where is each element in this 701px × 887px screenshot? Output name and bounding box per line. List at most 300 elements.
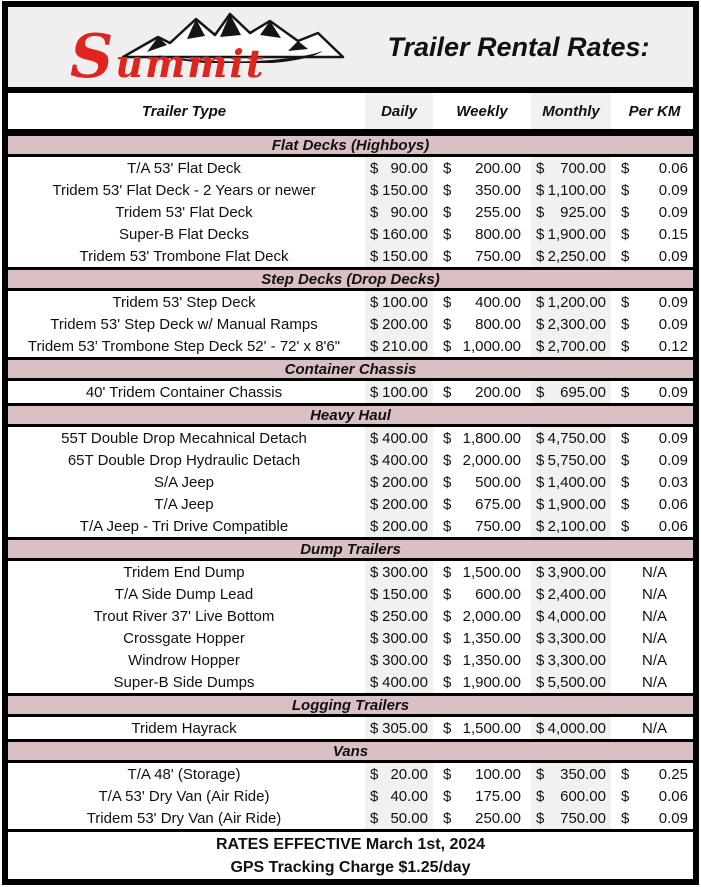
currency-symbol: $ [621, 383, 630, 401]
currency-symbol: $ [443, 809, 452, 827]
amount: 2,400.00 [547, 585, 606, 603]
table-row [8, 179, 693, 201]
currency-symbol: $ [443, 429, 452, 447]
currency-symbol: $ [443, 247, 452, 265]
daily-rate-cell [360, 561, 438, 583]
currency-symbol: $ [536, 159, 545, 177]
monthly-rate-cell [526, 179, 616, 201]
footer-effective-date: RATES EFFECTIVE March 1st, 2024 [215, 835, 486, 853]
table-row [8, 223, 693, 245]
amount: 1,350.00 [462, 651, 521, 669]
column-header-trailer-type: Trailer Type [141, 102, 227, 120]
amount: 0.09 [658, 315, 688, 333]
trailer-type-cell: Crossgate Hopper [123, 629, 245, 647]
currency-symbol: $ [443, 225, 452, 243]
currency-symbol: $ [443, 673, 452, 691]
amount: 175.00 [475, 787, 521, 805]
currency-symbol: $ [370, 563, 379, 581]
amount: 3,300.00 [547, 629, 606, 647]
currency-symbol: $ [370, 673, 379, 691]
table-row [8, 583, 693, 605]
footer-gps-charge: GPS Tracking Charge $1.25/day [230, 858, 471, 876]
amount: 750.00 [475, 247, 521, 265]
currency-symbol: $ [621, 247, 630, 265]
table-row [8, 381, 693, 403]
section-header-3: Container Chassis [8, 357, 693, 381]
daily-rate-cell [360, 493, 438, 515]
weekly-rate-cell [438, 763, 526, 785]
amount: 1,500.00 [462, 563, 521, 581]
daily-rate-cell [360, 583, 438, 605]
currency-symbol: $ [621, 809, 630, 827]
amount: 200.00 [475, 159, 521, 177]
amount: 0.09 [658, 293, 688, 311]
monthly-rate-cell [526, 245, 616, 267]
currency-symbol: $ [621, 203, 630, 221]
currency-symbol: $ [443, 607, 452, 625]
amount: 100.00 [475, 765, 521, 783]
column-header-row [8, 93, 693, 133]
amount: 2,100.00 [547, 517, 606, 535]
monthly-rate-cell [526, 583, 616, 605]
amount: 300.00 [382, 563, 428, 581]
currency-symbol: $ [370, 495, 379, 513]
amount: 925.00 [560, 203, 606, 221]
daily-rate-cell [360, 449, 438, 471]
per-km-rate-cell [616, 493, 693, 515]
table-row [8, 291, 693, 313]
per-km-rate-cell [616, 427, 693, 449]
amount: 300.00 [382, 651, 428, 669]
weekly-rate-cell [438, 313, 526, 335]
currency-symbol: $ [536, 315, 545, 333]
table-row [8, 335, 693, 357]
currency-symbol: $ [443, 563, 452, 581]
currency-symbol: $ [370, 181, 379, 199]
amount: 0.06 [658, 517, 688, 535]
monthly-rate-cell [526, 649, 616, 671]
trailer-type-cell: Tridem End Dump [123, 563, 245, 581]
daily-rate-cell [360, 471, 438, 493]
per-km-rate-cell [616, 471, 693, 493]
daily-rate-cell [360, 245, 438, 267]
per-km-rate-cell [616, 605, 693, 627]
trailer-type-cell: T/A 48' (Storage) [127, 765, 241, 783]
currency-symbol: $ [621, 225, 630, 243]
amount: 4,750.00 [547, 429, 606, 447]
daily-rate-cell [360, 157, 438, 179]
currency-symbol: $ [443, 629, 452, 647]
amount: 40.00 [390, 787, 428, 805]
currency-symbol: $ [621, 159, 630, 177]
monthly-rate-cell [526, 157, 616, 179]
currency-symbol: $ [536, 787, 545, 805]
currency-symbol: $ [536, 607, 545, 625]
currency-symbol: $ [370, 203, 379, 221]
currency-symbol: $ [370, 451, 379, 469]
amount: 50.00 [390, 809, 428, 827]
monthly-rate-cell [526, 427, 616, 449]
per-km-rate-cell [616, 179, 693, 201]
currency-symbol: $ [536, 673, 545, 691]
amount: 750.00 [475, 517, 521, 535]
na-label: N/A [641, 585, 667, 603]
amount: 1,400.00 [547, 473, 606, 491]
currency-symbol: $ [443, 181, 452, 199]
per-km-rate-cell [616, 335, 693, 357]
currency-symbol: $ [536, 203, 545, 221]
amount: 200.00 [382, 315, 428, 333]
table-row [8, 157, 693, 179]
amount: 800.00 [475, 315, 521, 333]
amount: 160.00 [382, 225, 428, 243]
currency-symbol: $ [370, 651, 379, 669]
currency-symbol: $ [621, 765, 630, 783]
daily-rate-cell [360, 381, 438, 403]
page-title: Trailer Rental Rates: [387, 31, 650, 62]
amount: 5,750.00 [547, 451, 606, 469]
currency-symbol: $ [443, 203, 452, 221]
amount: 2,000.00 [462, 607, 521, 625]
table-row [8, 807, 693, 829]
amount: 200.00 [382, 495, 428, 513]
per-km-rate-cell [616, 717, 693, 739]
amount: 200.00 [475, 383, 521, 401]
amount: 150.00 [382, 247, 428, 265]
amount: 1,900.00 [547, 495, 606, 513]
currency-symbol: $ [370, 607, 379, 625]
monthly-rate-cell [526, 807, 616, 829]
currency-symbol: $ [536, 651, 545, 669]
daily-rate-cell [360, 785, 438, 807]
currency-symbol: $ [621, 787, 630, 805]
table-row [8, 515, 693, 537]
amount: 1,900.00 [547, 225, 606, 243]
per-km-rate-cell [616, 785, 693, 807]
currency-symbol: $ [370, 787, 379, 805]
currency-symbol: $ [370, 629, 379, 647]
currency-symbol: $ [443, 383, 452, 401]
weekly-rate-cell [438, 605, 526, 627]
amount: 0.12 [658, 337, 688, 355]
amount: 255.00 [475, 203, 521, 221]
per-km-rate-cell [616, 627, 693, 649]
per-km-rate-cell [616, 381, 693, 403]
currency-symbol: $ [536, 337, 545, 355]
amount: 4,000.00 [547, 719, 606, 737]
header-band [8, 7, 693, 93]
daily-rate-cell [360, 223, 438, 245]
trailer-type-cell: Super-B Flat Decks [118, 225, 250, 243]
weekly-rate-cell [438, 583, 526, 605]
footer [8, 829, 693, 879]
currency-symbol: $ [443, 719, 452, 737]
table-row [8, 627, 693, 649]
table-row [8, 313, 693, 335]
monthly-rate-cell [526, 515, 616, 537]
currency-symbol: $ [443, 451, 452, 469]
amount: 0.09 [658, 383, 688, 401]
amount: 350.00 [560, 765, 606, 783]
trailer-type-cell: Tridem 53' Dry Van (Air Ride) [86, 809, 282, 827]
per-km-rate-cell [616, 291, 693, 313]
amount: 700.00 [560, 159, 606, 177]
amount: 0.09 [658, 451, 688, 469]
table-row [8, 471, 693, 493]
amount: 200.00 [382, 517, 428, 535]
monthly-rate-cell [526, 493, 616, 515]
trailer-type-cell: T/A Jeep [154, 495, 214, 513]
amount: 2,250.00 [547, 247, 606, 265]
per-km-rate-cell [616, 245, 693, 267]
monthly-rate-cell [526, 223, 616, 245]
amount: 90.00 [390, 159, 428, 177]
monthly-rate-cell [526, 627, 616, 649]
weekly-rate-cell [438, 245, 526, 267]
amount: 1,800.00 [462, 429, 521, 447]
per-km-rate-cell [616, 313, 693, 335]
table-row [8, 785, 693, 807]
per-km-rate-cell [616, 201, 693, 223]
per-km-rate-cell [616, 515, 693, 537]
trailer-type-cell: S/A Jeep [153, 473, 215, 491]
amount: 500.00 [475, 473, 521, 491]
amount: 400.00 [382, 429, 428, 447]
amount: 305.00 [382, 719, 428, 737]
table-row [8, 763, 693, 785]
table-row [8, 605, 693, 627]
per-km-rate-cell [616, 223, 693, 245]
weekly-rate-cell [438, 627, 526, 649]
monthly-rate-cell [526, 785, 616, 807]
currency-symbol: $ [443, 159, 452, 177]
per-km-rate-cell [616, 671, 693, 693]
currency-symbol: $ [621, 315, 630, 333]
section-header-2: Step Decks (Drop Decks) [8, 267, 693, 291]
daily-rate-cell [360, 427, 438, 449]
trailer-type-cell: Tridem 53' Flat Deck - 2 Years or newer [52, 181, 316, 199]
per-km-rate-cell [616, 561, 693, 583]
currency-symbol: $ [621, 451, 630, 469]
amount: 2,000.00 [462, 451, 521, 469]
trailer-type-cell: Tridem 53' Trombone Step Deck 52' - 72' x 8'6" [27, 337, 341, 355]
weekly-rate-cell [438, 223, 526, 245]
amount: 250.00 [382, 607, 428, 625]
na-label: N/A [641, 719, 667, 737]
amount: 210.00 [382, 337, 428, 355]
trailer-type-cell: Tridem Hayrack [131, 719, 237, 737]
currency-symbol: $ [536, 765, 545, 783]
currency-symbol: $ [443, 495, 452, 513]
amount: 0.06 [658, 495, 688, 513]
section-header-6: Logging Trailers [8, 693, 693, 717]
currency-symbol: $ [370, 517, 379, 535]
amount: 600.00 [475, 585, 521, 603]
currency-symbol: $ [536, 473, 545, 491]
daily-rate-cell [360, 649, 438, 671]
currency-symbol: $ [536, 585, 545, 603]
currency-symbol: $ [443, 651, 452, 669]
currency-symbol: $ [443, 765, 452, 783]
weekly-rate-cell [438, 201, 526, 223]
trailer-type-cell: Windrow Hopper [128, 651, 240, 669]
currency-symbol: $ [621, 181, 630, 199]
currency-symbol: $ [536, 429, 545, 447]
weekly-rate-cell [438, 179, 526, 201]
trailer-type-cell: Tridem 53' Flat Deck [115, 203, 253, 221]
currency-symbol: $ [370, 383, 379, 401]
monthly-rate-cell [526, 381, 616, 403]
amount: 250.00 [475, 809, 521, 827]
column-header-daily: Daily [360, 93, 438, 129]
currency-symbol: $ [621, 429, 630, 447]
currency-symbol: $ [370, 159, 379, 177]
daily-rate-cell [360, 671, 438, 693]
na-label: N/A [641, 563, 667, 581]
currency-symbol: $ [370, 585, 379, 603]
rates-table [8, 133, 693, 829]
daily-rate-cell [360, 335, 438, 357]
weekly-rate-cell [438, 671, 526, 693]
section-header-5: Dump Trailers [8, 537, 693, 561]
per-km-rate-cell [616, 449, 693, 471]
weekly-rate-cell [438, 807, 526, 829]
monthly-rate-cell [526, 449, 616, 471]
daily-rate-cell [360, 763, 438, 785]
trailer-type-cell: 55T Double Drop Mecahnical Detach [61, 429, 307, 447]
amount: 0.09 [658, 247, 688, 265]
trailer-type-cell: T/A 53' Dry Van (Air Ride) [98, 787, 270, 805]
daily-rate-cell [360, 627, 438, 649]
daily-rate-cell [360, 313, 438, 335]
trailer-type-cell: Super-B Side Dumps [113, 673, 255, 691]
amount: 0.06 [658, 159, 688, 177]
trailer-type-cell: T/A 53' Flat Deck [127, 159, 241, 177]
table-row [8, 493, 693, 515]
currency-symbol: $ [621, 517, 630, 535]
amount: 2,700.00 [547, 337, 606, 355]
currency-symbol: $ [443, 337, 452, 355]
currency-symbol: $ [536, 247, 545, 265]
daily-rate-cell [360, 291, 438, 313]
na-label: N/A [641, 673, 667, 691]
amount: 0.09 [658, 203, 688, 221]
amount: 600.00 [560, 787, 606, 805]
currency-symbol: $ [370, 337, 379, 355]
amount: 1,100.00 [547, 181, 606, 199]
weekly-rate-cell [438, 291, 526, 313]
section-header-1: Flat Decks (Highboys) [8, 133, 693, 157]
amount: 0.03 [658, 473, 688, 491]
na-label: N/A [641, 651, 667, 669]
amount: 300.00 [382, 629, 428, 647]
weekly-rate-cell [438, 157, 526, 179]
currency-symbol: $ [621, 293, 630, 311]
na-label: N/A [641, 629, 667, 647]
currency-symbol: $ [621, 495, 630, 513]
monthly-rate-cell [526, 201, 616, 223]
currency-symbol: $ [536, 563, 545, 581]
monthly-rate-cell [526, 335, 616, 357]
column-header-per-km: Per KM [628, 102, 681, 120]
weekly-rate-cell [438, 381, 526, 403]
amount: 0.25 [658, 765, 688, 783]
currency-symbol: $ [536, 383, 545, 401]
per-km-rate-cell [616, 157, 693, 179]
monthly-rate-cell [526, 717, 616, 739]
table-row [8, 649, 693, 671]
trailer-type-cell: Trout River 37' Live Bottom [93, 607, 275, 625]
amount: 675.00 [475, 495, 521, 513]
section-header-4: Heavy Haul [8, 403, 693, 427]
per-km-rate-cell [616, 763, 693, 785]
trailer-type-cell: Tridem 53' Step Deck w/ Manual Ramps [50, 315, 318, 333]
currency-symbol: $ [536, 181, 545, 199]
amount: 0.09 [658, 809, 688, 827]
amount: 0.15 [658, 225, 688, 243]
rates-sheet [2, 1, 699, 885]
amount: 400.00 [475, 293, 521, 311]
amount: 400.00 [382, 451, 428, 469]
per-km-rate-cell [616, 583, 693, 605]
amount: 2,300.00 [547, 315, 606, 333]
amount: 20.00 [390, 765, 428, 783]
amount: 5,500.00 [547, 673, 606, 691]
trailer-type-cell: 40' Tridem Container Chassis [85, 383, 283, 401]
amount: 1,500.00 [462, 719, 521, 737]
amount: 400.00 [382, 673, 428, 691]
currency-symbol: $ [370, 719, 379, 737]
amount: 350.00 [475, 181, 521, 199]
amount: 695.00 [560, 383, 606, 401]
currency-symbol: $ [536, 293, 545, 311]
table-row [8, 427, 693, 449]
currency-symbol: $ [443, 293, 452, 311]
currency-symbol: $ [370, 429, 379, 447]
trailer-type-cell: T/A Side Dump Lead [114, 585, 254, 603]
per-km-rate-cell [616, 649, 693, 671]
currency-symbol: $ [443, 787, 452, 805]
currency-symbol: $ [443, 473, 452, 491]
currency-symbol: $ [536, 629, 545, 647]
table-row [8, 201, 693, 223]
table-row [8, 671, 693, 693]
currency-symbol: $ [536, 225, 545, 243]
weekly-rate-cell [438, 427, 526, 449]
monthly-rate-cell [526, 763, 616, 785]
brand-wordmark: Summit [70, 22, 266, 92]
amount: 1,350.00 [462, 629, 521, 647]
trailer-type-cell: T/A Jeep - Tri Drive Compatible [79, 517, 289, 535]
currency-symbol: $ [370, 473, 379, 491]
amount: 90.00 [390, 203, 428, 221]
monthly-rate-cell [526, 471, 616, 493]
monthly-rate-cell [526, 291, 616, 313]
weekly-rate-cell [438, 493, 526, 515]
currency-symbol: $ [370, 247, 379, 265]
summit-logo [58, 8, 358, 92]
table-row [8, 717, 693, 739]
currency-symbol: $ [443, 315, 452, 333]
weekly-rate-cell [438, 649, 526, 671]
amount: 750.00 [560, 809, 606, 827]
column-header-weekly: Weekly [456, 102, 508, 120]
amount: 150.00 [382, 585, 428, 603]
table-row [8, 561, 693, 583]
weekly-rate-cell [438, 717, 526, 739]
currency-symbol: $ [536, 719, 545, 737]
daily-rate-cell [360, 201, 438, 223]
